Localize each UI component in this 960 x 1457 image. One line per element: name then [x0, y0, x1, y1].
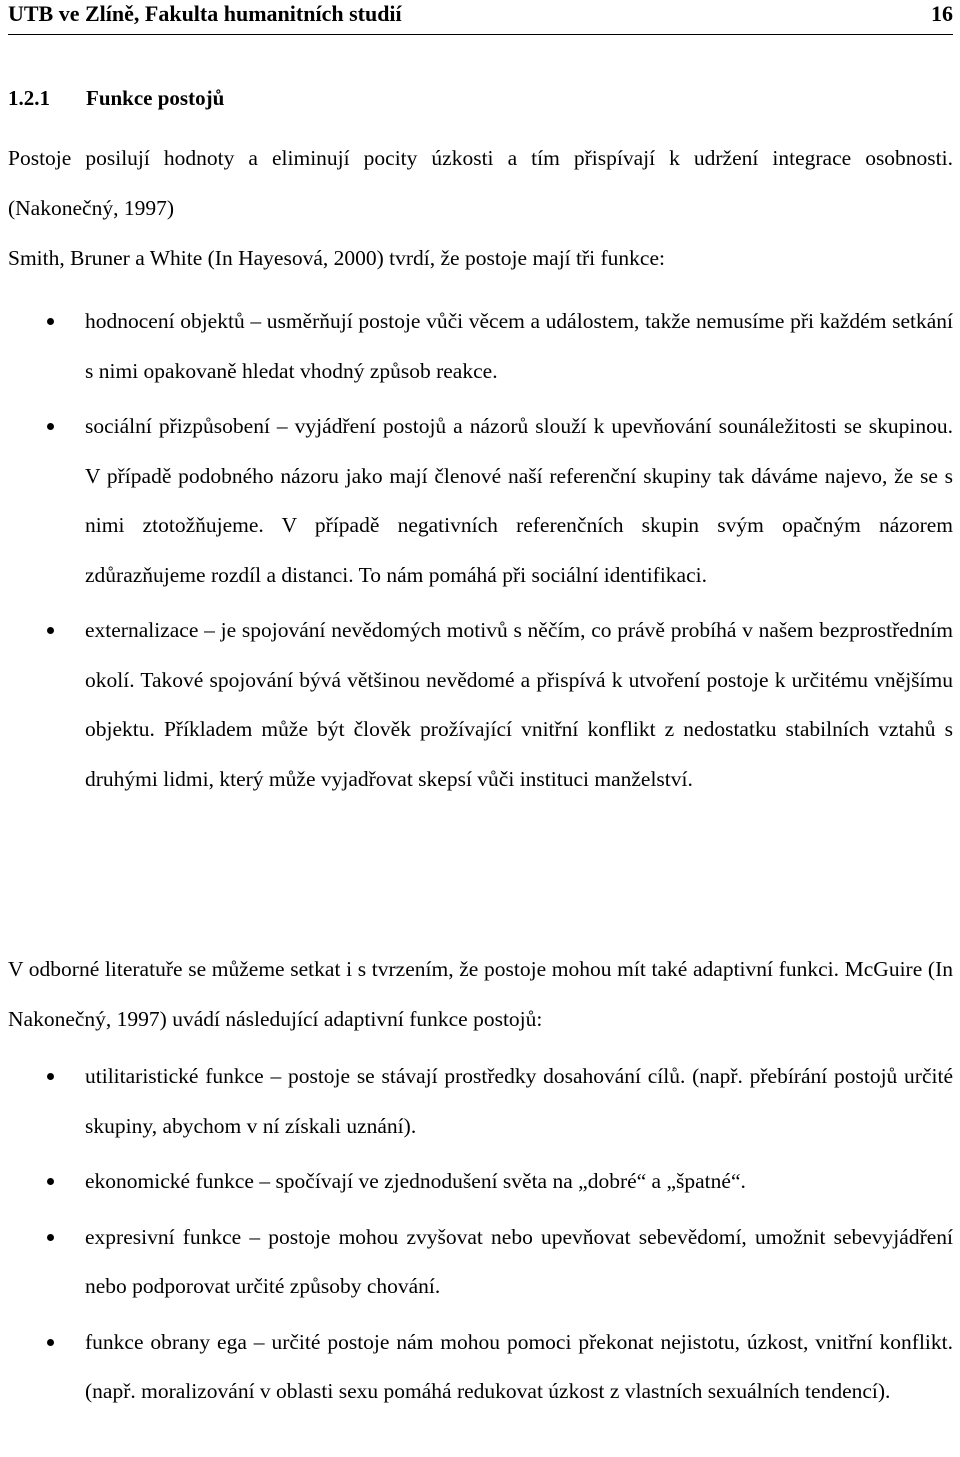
bullet-icon	[47, 318, 54, 325]
bullet-icon	[47, 1339, 54, 1346]
running-header	[8, 0, 953, 30]
paragraph-intro: Postoje posilují hodnoty a eliminují pocity úzkosti a tím přispívají k udržení integrace osobnosti. (Nakonečný, 1997)	[8, 146, 953, 220]
list-item	[8, 1213, 953, 1312]
paragraph-adaptive: V odborné literatuře se můžeme setkat i s tvrzením, že postoje mohou mít také adaptivní funkci. McGuire (In Nakonečný, 1997) uvádí následující adaptivní funkce postojů:	[8, 957, 953, 1031]
paragraph-smith: Smith, Bruner a White (In Hayesová, 2000) tvrdí, že postoje mají tři funkce:	[8, 246, 665, 270]
bullet-icon	[47, 1178, 54, 1185]
list-item	[8, 1318, 953, 1417]
list-item-text: expresivní funkce – postoje mohou zvyšovat nebo upevňovat sebevědomí, umožnit sebevyjádření nebo podporovat určité způsoby chování.	[85, 1224, 953, 1298]
list-item-text: sociální přizpůsobení – vyjádření postojů a názorů slouží k upevňování sounáležitosti se skupinou. V případě podobného názoru jako mají členové naší referenční skupiny tak dáváme najevo, že se s nimi ztotožňujeme. V případě negativních referenčních skupin svým opačným názorem zdůrazňujeme rozdíl a distanci. To nám pomáhá při sociální identifikaci.	[85, 414, 953, 587]
bullet-icon	[47, 1234, 54, 1241]
bullet-icon	[47, 1073, 54, 1080]
section-number: 1.2.1	[8, 86, 50, 110]
list-item	[8, 1157, 953, 1207]
list-item	[8, 606, 953, 804]
list-item-text: funkce obrany ega – určité postoje nám mohou pomoci překonat nejistotu, úzkost, vnitřní konflikt. (např. moralizování v oblasti sexu pomáhá redukovat úzkost z vlastních sexuálních tendencí).	[85, 1329, 953, 1403]
list-item	[8, 402, 953, 600]
list-item-text: utilitaristické funkce – postoje se stávají prostředky dosahování cílů. (např. přebírání postojů určité skupiny, abychom v ní získali uznání).	[85, 1064, 953, 1138]
page-number: 16	[931, 1, 953, 26]
section-title: Funkce postojů	[86, 86, 225, 110]
list-adaptive-functions	[8, 1052, 953, 1417]
list-item-text: ekonomické funkce – spočívají ve zjednodušení světa na „dobré“ a „špatné“.	[85, 1169, 746, 1193]
list-item-text: hodnocení objektů – usměrňují postoje vůči věcem a událostem, takže nemusíme při každém setkání s nimi opakovaně hledat vhodný způsob reakce.	[85, 309, 953, 383]
list-item-text: externalizace – je spojování nevědomých motivů s něčím, co právě probíhá v našem bezprostředním okolí. Takové spojování bývá většinou nevědomé a přispívá k utvoření postoje k určitému vnějšímu objektu. Příkladem může být člověk prožívající vnitřní konflikt z nedostatku stabilních vztahů s druhými lidmi, který může vyjadřovat skepsí vůči instituci manželství.	[85, 618, 953, 791]
header-rule	[8, 34, 953, 35]
section-heading	[8, 84, 224, 112]
list-item	[8, 297, 953, 396]
bullet-icon	[47, 627, 54, 634]
bullet-icon	[47, 423, 54, 430]
list-smith-functions	[8, 297, 953, 804]
list-item	[8, 1052, 953, 1151]
running-title: UTB ve Zlíně, Fakulta humanitních studií	[8, 1, 402, 26]
